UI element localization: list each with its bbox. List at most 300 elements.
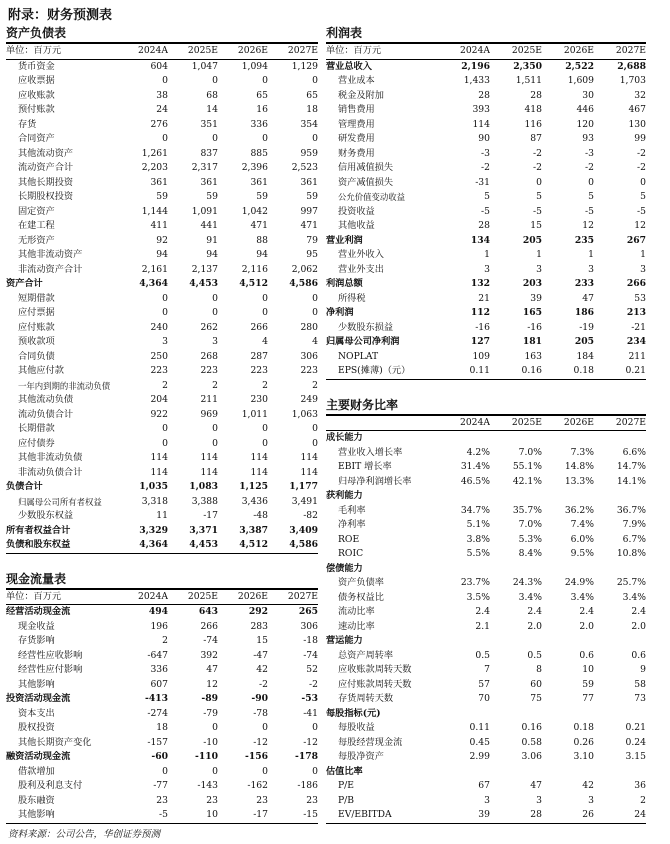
row-value: 2.1 [475,620,490,632]
table-row [6,132,318,147]
row-label: 税金及附加 [338,89,384,101]
row-value: 10.8% [616,548,646,559]
row-value: 53 [634,292,646,304]
row-value: 24 [156,104,168,115]
ratios-table [326,416,646,824]
row-value: 60 [530,678,542,690]
row-value: 114 [250,466,268,478]
unit-label: 单位：百万元 [326,44,438,59]
table-row [326,779,646,794]
row-value: 12 [206,678,218,690]
row-label: 每股净资产 [338,751,384,762]
row-value: 47 [206,664,218,675]
row-value: 0 [312,765,318,777]
year-header: 2027E [268,44,318,59]
row-label: 净利率 [338,519,366,530]
row-value: 14 [206,104,218,115]
row-value: 0 [312,133,318,144]
row-value: 2.4 [475,606,490,617]
row-label: 经营活动现金流 [6,606,71,617]
table-row [6,538,318,553]
row-value: 12 [582,220,594,231]
row-value: -19 [579,321,594,333]
row-label: 研发费用 [338,133,375,144]
table-row [326,248,646,263]
row-label: 合同负债 [18,350,55,362]
row-value: -89 [201,693,218,704]
row-value: -5 [585,205,594,217]
row-value: 0 [312,307,318,318]
row-label: 财务费用 [338,147,375,159]
row-value: 14.1% [616,475,646,487]
year-header: 2027E [594,44,646,59]
row-value: -2 [533,147,542,159]
row-value: 30 [582,89,594,101]
row-label: 无形资产 [18,234,55,246]
row-value: 223 [250,365,268,376]
row-value: 10 [582,664,594,675]
row-label: 预收款项 [18,336,55,347]
row-value: 446 [576,104,594,115]
table-row [326,605,646,620]
row-value: 23 [206,794,218,806]
table-row [6,263,318,278]
row-value: 16 [256,104,268,115]
table-row [326,721,646,736]
row-value: 0 [262,75,268,86]
row-value: 114 [150,452,168,463]
row-value: 1 [536,249,542,260]
row-label: 营业利润 [326,234,363,246]
row-value: 997 [300,205,318,217]
row-value: 186 [574,307,594,318]
row-value: 88 [256,234,268,246]
row-label: 现金收益 [18,620,55,632]
table-row [326,205,646,220]
balance-sheet-table [6,44,318,554]
row-value: 3.4% [518,591,542,603]
row-value: -16 [527,321,542,333]
row-label: P/E [338,780,354,791]
row-value: 3 [640,263,646,275]
row-value: -647 [147,649,168,661]
row-label: 资产合计 [6,278,43,289]
row-value: 268 [200,350,218,362]
row-value: 90 [478,133,490,144]
row-value: 2,350 [513,60,542,72]
row-value: 3.06 [521,751,542,762]
row-value: 3,409 [289,524,318,536]
row-value: 2,523 [291,162,318,173]
row-value: 2.0 [527,620,542,632]
row-value: 2,161 [141,263,168,275]
row-label: 长期借款 [18,423,55,434]
table-row [326,263,646,278]
row-value: 18 [156,722,168,733]
row-value: 23 [306,794,318,806]
row-value: 4,586 [289,278,318,289]
row-value: 31.4% [460,461,490,472]
row-value: 23.7% [460,577,490,588]
row-value: 34.7% [460,504,490,516]
row-label: 应付债券 [18,437,55,449]
row-value: -31 [475,176,490,188]
row-label: EV/EBITDA [326,808,438,823]
row-label: 归属母公司净利润 [326,336,400,347]
row-value: 3.8% [466,533,490,545]
table-row [326,736,646,751]
row-value: 0 [312,437,318,449]
table-row [6,765,318,780]
row-value: 2 [640,794,646,806]
table-row [326,364,646,379]
row-value: 46.5% [460,475,490,487]
row-value: 5 [484,191,490,202]
row-value: 0.18 [542,364,594,379]
row-label: 投资活动现金流 [6,693,71,704]
row-value: 361 [200,176,218,188]
table-row [6,721,318,736]
row-value: 91 [206,234,218,246]
row-value: 1,261 [141,147,168,159]
row-value: 39 [530,292,542,304]
row-value: 1,091 [191,205,218,217]
row-value: 163 [524,350,542,362]
row-value: 2,196 [461,60,490,72]
row-value: 196 [150,620,168,632]
row-value: 5 [588,191,594,202]
row-value: 1,125 [239,481,268,492]
row-label: 非流动负债合计 [18,466,83,478]
row-value: 418 [524,104,542,115]
row-value: 249 [300,394,318,405]
row-value: 0 [640,176,646,188]
row-value: 184 [576,350,594,362]
row-value: 2 [312,379,318,391]
table-row [326,692,646,707]
row-value: 0.16 [521,722,542,733]
row-value: 36.7% [616,504,646,516]
row-label: 应收账款周转天数 [338,664,412,675]
year-header: 2026E [542,416,594,431]
table-row [326,808,646,823]
row-value: 959 [300,147,318,159]
table-row [6,335,318,350]
row-value: 1,703 [619,75,646,86]
row-label: 利润总额 [326,278,363,289]
row-value: -12 [253,736,268,748]
row-value: 15 [530,220,542,231]
row-value: 230 [250,394,268,405]
row-value: 1,094 [241,60,268,72]
row-value: 116 [524,118,542,130]
row-value: 14.7% [616,461,646,472]
row-value: 5.3% [518,533,542,545]
row-value: 67 [478,780,490,791]
row-value: 3 [484,263,490,275]
table-row [6,794,318,809]
row-value: 95 [306,249,318,260]
row-value: 265 [298,606,318,617]
row-label: 其他非流动负债 [18,452,83,463]
row-label: 营业外收入 [338,249,384,260]
row-value: 4,364 [118,538,168,553]
row-value: -5 [533,205,542,217]
row-value: 2.0 [631,620,646,632]
row-value: -186 [297,780,318,791]
row-label: 其他长期资产变化 [18,736,92,748]
row-value: 0.11 [438,364,490,379]
row-value: 18 [306,104,318,115]
table-row [6,736,318,751]
row-label: P/B [338,794,355,806]
row-value: 7.9% [622,519,646,530]
row-value: 211 [628,350,646,362]
table-row [326,460,646,475]
table-row [6,422,318,437]
row-value: 3,318 [141,495,168,507]
row-label: 速动比率 [338,620,375,632]
row-value: 266 [200,620,218,632]
page-title: 附录：财务预测表 [8,8,113,23]
row-value: 7.0% [518,519,542,530]
table-row [6,524,318,539]
income-statement-table [326,44,646,380]
row-value: 0 [262,133,268,144]
row-label: 营业成本 [338,75,375,86]
ratio-group-name: 营运能力 [326,635,363,646]
row-value: 336 [150,664,168,675]
row-value: 471 [300,220,318,231]
table-row [6,649,318,664]
row-value: -5 [637,205,646,217]
row-value: -178 [295,751,318,762]
table-row [326,350,646,365]
row-value: 13.3% [564,475,594,487]
row-value: 0 [162,765,168,777]
row-value: 28 [490,808,542,823]
row-value: 4,512 [239,278,268,289]
row-value: -5 [481,205,490,217]
table-row [6,147,318,162]
ratio-group-row [326,489,646,504]
table-row [6,707,318,722]
row-value: 3 [536,263,542,275]
row-value: -41 [303,707,318,719]
row-value: -82 [303,510,318,521]
row-label: ROIC [338,548,364,559]
row-value: 3,387 [239,524,268,536]
row-value: 0 [262,765,268,777]
row-value: -17 [203,510,218,521]
table-row [6,306,318,321]
table-row [6,634,318,649]
row-value: 181 [522,336,542,347]
table-row [6,292,318,307]
table-row [326,547,646,562]
left-column [6,24,318,824]
table-row [6,466,318,481]
row-value: 2,137 [191,263,218,275]
row-label: 存货周转天数 [338,693,394,704]
row-value: 11 [156,510,168,521]
row-value: 205 [574,336,594,347]
row-value: 114 [250,452,268,463]
row-value: -21 [631,321,646,333]
row-value: 411 [150,220,168,231]
table-row [326,234,646,249]
row-label: 所得税 [338,292,366,304]
row-value: 24.3% [512,577,542,588]
row-value: 0.5 [527,649,542,661]
table-row [6,495,318,510]
row-value: 3,491 [291,495,318,507]
year-header: 2025E [168,590,218,605]
row-label: 营业收入增长率 [338,446,403,458]
row-value: 306 [300,620,318,632]
table-row [6,605,318,620]
row-value: 0 [212,722,218,733]
table-row [326,321,646,336]
row-value: 1,144 [141,205,168,217]
row-label: EBIT 增长率 [338,461,392,472]
row-value: 55.1% [512,461,542,472]
row-value: 0.24 [625,736,646,748]
table-row [326,576,646,591]
row-value: 3 [588,263,594,275]
table-row [326,176,646,191]
row-value: 7.4% [570,519,594,530]
row-value: -274 [147,707,168,719]
row-value: 8 [536,664,542,675]
row-value: 14.8% [564,461,594,472]
table-row [326,446,646,461]
row-value: 0 [212,292,218,304]
row-value: 0 [212,133,218,144]
row-value: 1,035 [139,481,168,492]
table-row [6,663,318,678]
row-value: 28 [478,220,490,231]
ratios-header-blank [326,416,438,431]
row-value: 130 [628,118,646,130]
year-header: 2026E [218,44,268,59]
row-value: -10 [203,736,218,748]
row-value: 266 [626,278,646,289]
row-value: 837 [200,147,218,159]
footer-source: 资料来源：公司公告，华创证券预测 [8,829,161,840]
table-row [326,277,646,292]
cashflow-title: 现金流量表 [6,570,318,590]
year-header: 2026E [542,44,594,59]
table-row [326,649,646,664]
row-value: 57 [478,678,490,690]
row-value: 47 [530,780,542,791]
row-value: 59 [206,191,218,202]
table-row [326,74,646,89]
row-label: 流动比率 [338,606,375,617]
row-value: 114 [150,466,168,478]
row-value: 6.7% [622,533,646,545]
row-value: 0 [262,423,268,434]
table-row [6,205,318,220]
row-value: -2 [585,162,594,173]
row-value: -17 [218,808,268,823]
row-value: 0.58 [521,736,542,748]
row-value: -162 [247,780,268,791]
row-value: 494 [148,606,168,617]
row-value: 266 [250,321,268,333]
table-row [6,190,318,205]
row-value: 38 [156,89,168,101]
table-row [6,321,318,336]
table-row [326,103,646,118]
table-row [6,277,318,292]
table-row [326,59,646,74]
row-value: 5 [536,191,542,202]
row-label: 债务权益比 [338,591,384,603]
row-value: 39 [438,808,490,823]
row-value: 0.5 [475,649,490,661]
row-value: 0 [312,722,318,733]
row-label: 流动负债合计 [18,408,74,420]
row-value: 3.15 [625,751,646,762]
row-value: 93 [582,133,594,144]
row-label: 少数股东损益 [338,321,394,333]
table-row [326,292,646,307]
row-value: 4.2% [466,446,490,458]
row-value: 0 [262,292,268,304]
table-row [326,533,646,548]
row-value: 0.16 [490,364,542,379]
row-value: -413 [145,693,168,704]
table-row [6,620,318,635]
row-value: 3,371 [189,524,218,536]
table-row [326,475,646,490]
row-value: 7.3% [570,446,594,458]
row-value: 0 [212,423,218,434]
row-value: 2.99 [469,751,490,762]
row-label: 预付账款 [18,104,55,115]
row-value: 0.6 [631,649,646,661]
row-value: 467 [628,104,646,115]
ratio-group-row [326,562,646,577]
row-value: 2 [212,379,218,391]
row-value: 885 [250,147,268,159]
row-label: 营业总收入 [326,60,372,72]
row-value: 267 [626,234,646,246]
row-value: 3.10 [573,751,594,762]
row-value: 42.1% [512,475,542,487]
table-row [326,678,646,693]
row-value: 75 [530,693,542,704]
row-value: 0 [312,75,318,86]
row-label: 股东融资 [18,794,55,806]
row-value: -3 [481,147,490,159]
row-value: 0.18 [573,722,594,733]
row-value: 3 [484,794,490,806]
row-value: 0 [162,292,168,304]
row-value: 6.6% [622,446,646,458]
row-value: 73 [634,693,646,704]
row-value: 0 [536,176,542,188]
row-value: 1,083 [189,481,218,492]
table-row [326,161,646,176]
row-value: 2,396 [241,162,268,173]
ratio-group-row [326,765,646,780]
row-value: 1,177 [289,481,318,492]
row-value: 2.4 [527,606,542,617]
row-label: 借款增加 [18,765,55,777]
